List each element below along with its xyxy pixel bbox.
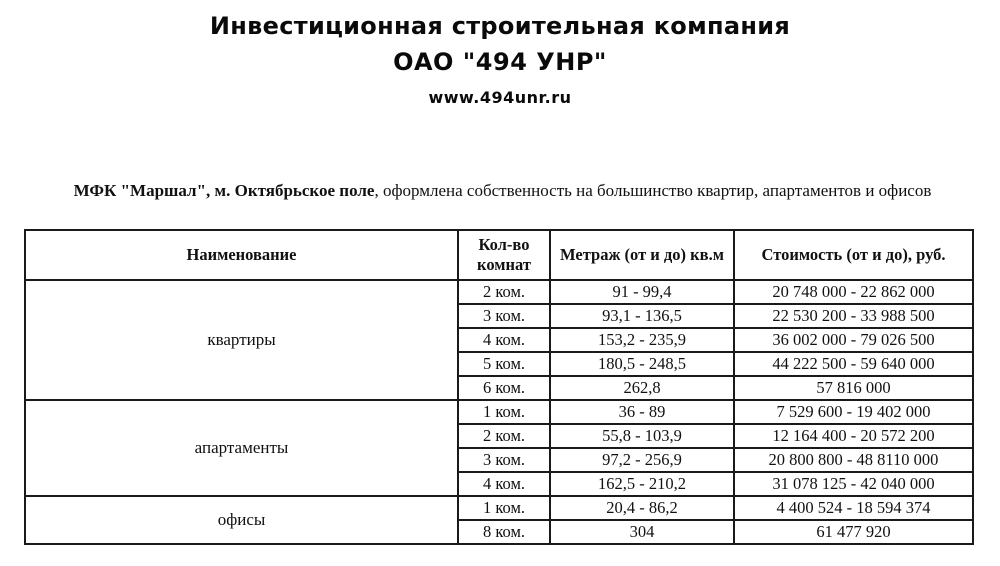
- area-cell: 93,1 - 136,5: [550, 304, 734, 328]
- price-cell: 44 222 500 - 59 640 000: [734, 352, 973, 376]
- rooms-cell: 8 ком.: [458, 520, 550, 544]
- price-cell: 4 400 524 - 18 594 374: [734, 496, 973, 520]
- header-area: Метраж (от и до) кв.м: [550, 230, 734, 280]
- price-cell: 20 748 000 - 22 862 000: [734, 280, 973, 304]
- area-cell: 153,2 - 235,9: [550, 328, 734, 352]
- header-rooms: Кол-во комнат: [458, 230, 550, 280]
- caption-bold: МФК "Маршал", м. Октябрьское поле: [73, 181, 375, 200]
- table-header-row: [25, 230, 973, 280]
- table-row: [25, 280, 973, 304]
- area-cell: 20,4 - 86,2: [550, 496, 734, 520]
- website-url: www.494unr.ru: [428, 88, 572, 107]
- header-name: Наименование: [25, 230, 458, 280]
- price-cell: 36 002 000 - 79 026 500: [734, 328, 973, 352]
- caption-text: , оформлена собственность на большинство квартир, апартаментов и офисов: [374, 181, 932, 200]
- rooms-cell: 4 ком.: [458, 472, 550, 496]
- price-cell: 31 078 125 - 42 040 000: [734, 472, 973, 496]
- rooms-cell: 3 ком.: [458, 304, 550, 328]
- rooms-cell: 6 ком.: [458, 376, 550, 400]
- area-cell: 91 - 99,4: [550, 280, 734, 304]
- group-name-cell: апартаменты: [25, 400, 458, 496]
- rooms-cell: 1 ком.: [458, 400, 550, 424]
- group-name-cell: квартиры: [25, 280, 458, 400]
- table-row: [25, 496, 973, 520]
- price-cell: 22 530 200 - 33 988 500: [734, 304, 973, 328]
- rooms-cell: 5 ком.: [458, 352, 550, 376]
- price-cell: 7 529 600 - 19 402 000: [734, 400, 973, 424]
- group-name-cell: офисы: [25, 496, 458, 544]
- area-cell: 304: [550, 520, 734, 544]
- table-caption: [30, 180, 975, 202]
- area-cell: 180,5 - 248,5: [550, 352, 734, 376]
- rooms-cell: 3 ком.: [458, 448, 550, 472]
- rooms-cell: 1 ком.: [458, 496, 550, 520]
- price-cell: 61 477 920: [734, 520, 973, 544]
- rooms-cell: 2 ком.: [458, 280, 550, 304]
- rooms-cell: 4 ком.: [458, 328, 550, 352]
- rooms-cell: 2 ком.: [458, 424, 550, 448]
- company-name: ОАО "494 УНР": [393, 48, 607, 76]
- price-table: [24, 229, 974, 545]
- area-cell: 36 - 89: [550, 400, 734, 424]
- price-cell: 20 800 800 - 48 8110 000: [734, 448, 973, 472]
- area-cell: 162,5 - 210,2: [550, 472, 734, 496]
- area-cell: 97,2 - 256,9: [550, 448, 734, 472]
- area-cell: 262,8: [550, 376, 734, 400]
- table-row: [25, 400, 973, 424]
- area-cell: 55,8 - 103,9: [550, 424, 734, 448]
- price-cell: 57 816 000: [734, 376, 973, 400]
- company-title: Инвестиционная строительная компания: [209, 12, 791, 40]
- price-cell: 12 164 400 - 20 572 200: [734, 424, 973, 448]
- header-price: Стоимость (от и до), руб.: [734, 230, 973, 280]
